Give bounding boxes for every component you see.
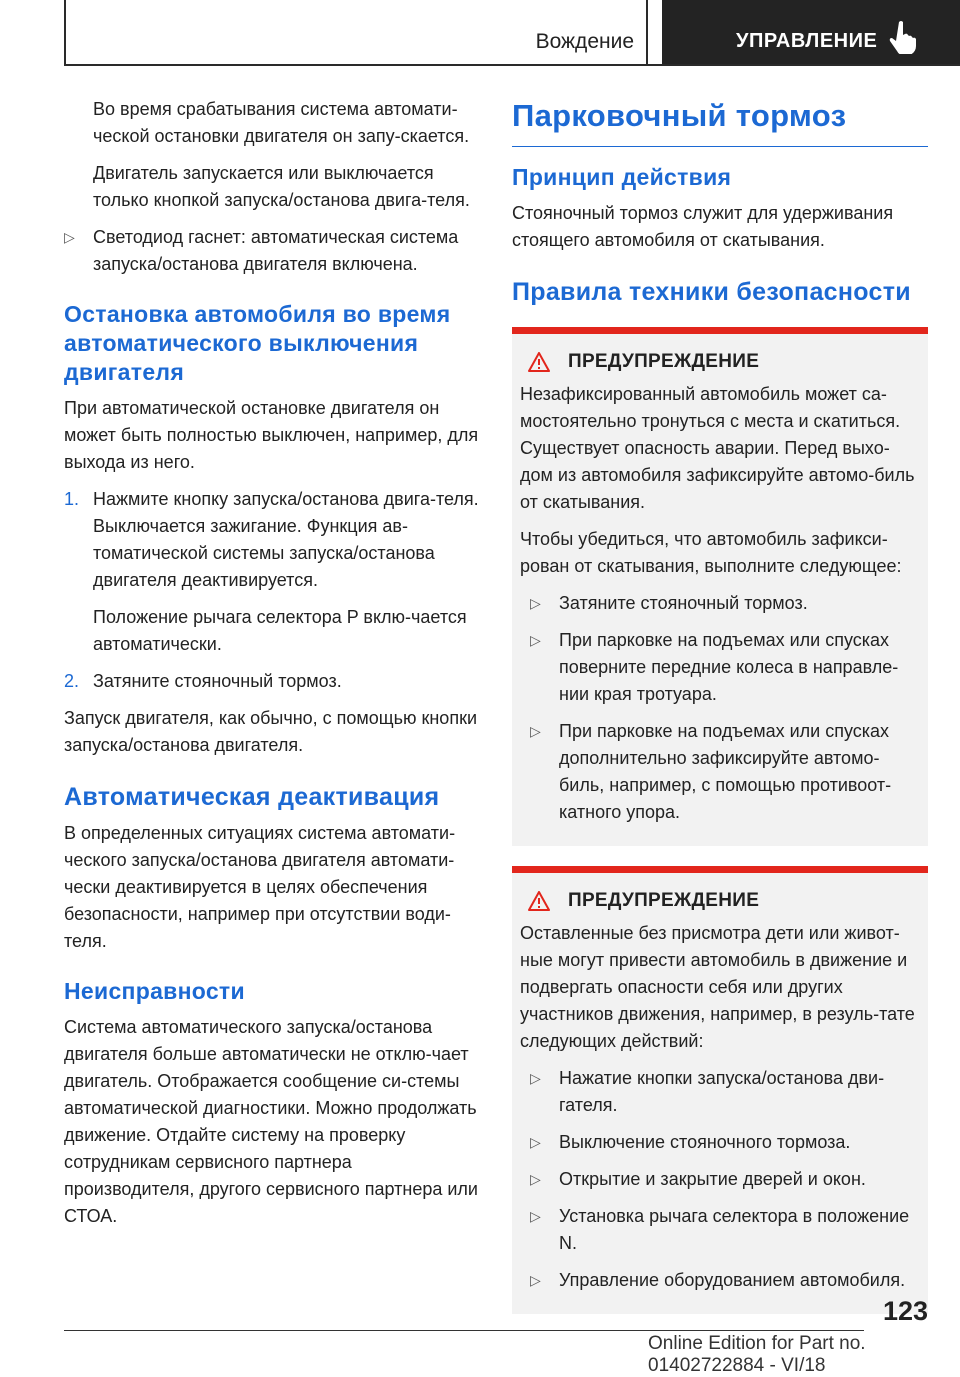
list-item (520, 1166, 920, 1193)
list-item-text: Открытие и закрытие дверей и окон. (559, 1169, 866, 1189)
step-number: 2. (64, 671, 80, 691)
left-column (64, 96, 480, 1240)
heading-stop-during-auto-off: Остановка автомобиля во время автоматического выключения двигателя (64, 301, 451, 385)
warning-title-text: ПРЕДУПРЕЖДЕНИЕ (568, 351, 760, 372)
list-item-text: Затяните стояночный тормоз. (559, 593, 808, 613)
step-text: Затяните стояночный тормоз. (93, 671, 342, 691)
triangle-bullet-icon: ▷ (530, 1134, 541, 1150)
list-item (64, 224, 480, 278)
heading-faults: Неисправности (64, 978, 245, 1004)
triangle-bullet-icon: ▷ (530, 1208, 541, 1224)
list-item (520, 1267, 920, 1294)
paragraph: Система автоматического запуска/останова двигателя больше автоматически не отклю-чает двигатель. Отображается сообщение си-стемы автоматической диагностики. Можно продолжать движение. Отдайте систему на проверку сотрудникам сервисного партнера производителя, другого сервисного партнера или СТОА. (64, 1017, 478, 1226)
paragraph: Оставленные без присмотра дети или живот-ные могут привести автомобиль в движение и подвергать опасности себя или других участников движения, например, в резуль-тате следующих действий: (520, 923, 915, 1051)
paragraph: В определенных ситуациях система автомати-ческого запуска/останова двигателя автомати-чески деактивируется в целях обеспечения безопасности, например при отсутствии води-теля. (64, 823, 456, 951)
triangle-bullet-icon: ▷ (530, 1070, 541, 1086)
step-note: Положение рычага селектора P вклю-чается автоматически. (93, 607, 467, 654)
triangle-bullet-icon: ▷ (64, 229, 75, 245)
warning-title-text: ПРЕДУПРЕЖДЕНИЕ (568, 890, 760, 911)
warning-title (520, 348, 920, 375)
paragraph: Запуск двигателя, как обычно, с помощью кнопки запуска/останова двигателя. (64, 708, 477, 755)
warning-triangle-icon (528, 891, 550, 911)
list-item (520, 1065, 920, 1119)
chapter-tab[interactable] (64, 0, 648, 64)
heading-auto-deactivation: Автоматическая деактивация (64, 783, 440, 811)
list-item (520, 1129, 920, 1156)
edition-note: Online Edition for Part no. 01402722884 - VI/18 (648, 1333, 866, 1376)
list-item-text: Светодиод гаснет: автоматическая система запуска/останова двигателя включена. (93, 227, 459, 274)
right-column (512, 96, 928, 1334)
warning-box (512, 866, 928, 1314)
section-tab-label: УПРАВЛЕНИЕ (736, 30, 878, 52)
title-rule (512, 146, 928, 147)
triangle-bullet-icon: ▷ (530, 723, 541, 739)
page-number: 123 (882, 1296, 928, 1326)
list-item (520, 590, 920, 617)
step-number: 1. (64, 489, 80, 509)
list-item (520, 718, 920, 826)
warning-title (520, 887, 920, 914)
list-item-text: Установка рычага селектора в положение N. (559, 1206, 910, 1253)
list-item-text: Управление оборудованием автомобиля. (559, 1270, 906, 1290)
step-item (64, 668, 480, 695)
step-text: Нажмите кнопку запуска/останова двига-теля. Выключается зажигание. Функция ав-томатической системы запуска/останова двигателя деактивируется. (93, 489, 479, 590)
triangle-bullet-icon: ▷ (530, 1171, 541, 1187)
paragraph: Во время срабатывания система автомати-ческой остановки двигателя он запу-скается. (93, 99, 470, 146)
warning-box (512, 327, 928, 846)
step-item (64, 486, 480, 594)
paragraph: Незафиксированный автомобиль может са-мостоятельно тронуться с места и скатиться. Существует опасность аварии. Перед выхо-дом из автомобиля зафиксируйте автомо-биль от скатывания. (520, 384, 915, 512)
list-item-text: Нажатие кнопки запуска/останова дви-гателя. (559, 1068, 885, 1115)
paragraph: Чтобы убедиться, что автомобиль зафикси-рован от скатывания, выполните следующее: (520, 529, 902, 576)
triangle-bullet-icon: ▷ (530, 595, 541, 611)
list-item-text: При парковке на подъемах или спусках поверните передние колеса в направле-нии края тротуара. (559, 630, 899, 704)
heading-principle: Принцип действия (512, 164, 732, 190)
triangle-bullet-icon: ▷ (530, 632, 541, 648)
page-title: Парковочный тормоз (512, 98, 847, 133)
list-item-text: Выключение стояночного тормоза. (559, 1132, 851, 1152)
paragraph: При автоматической остановке двигателя он может быть полностью выключен, например, для выхода из него. (64, 398, 479, 472)
paragraph: Стояночный тормоз служит для удерживания стоящего автомобиля от скатывания. (512, 203, 894, 250)
warning-triangle-icon (528, 352, 550, 372)
list-item (520, 1203, 920, 1257)
list-item (520, 627, 920, 708)
triangle-bullet-icon: ▷ (530, 1272, 541, 1288)
header-rule (64, 64, 960, 66)
section-tab[interactable] (662, 0, 960, 64)
list-item-text: При парковке на подъемах или спусках дополнительно зафиксируйте автомо-биль, например, с помощью противоот-катного упора. (559, 721, 892, 822)
paragraph: Двигатель запускается или выключается только кнопкой запуска/останова двига-теля. (93, 163, 470, 210)
chapter-tab-label: Вождение (535, 30, 634, 53)
heading-safety: Правила техники безопасности (512, 278, 911, 306)
hand-pointer-icon (888, 20, 918, 54)
footer-rule (64, 1330, 864, 1331)
